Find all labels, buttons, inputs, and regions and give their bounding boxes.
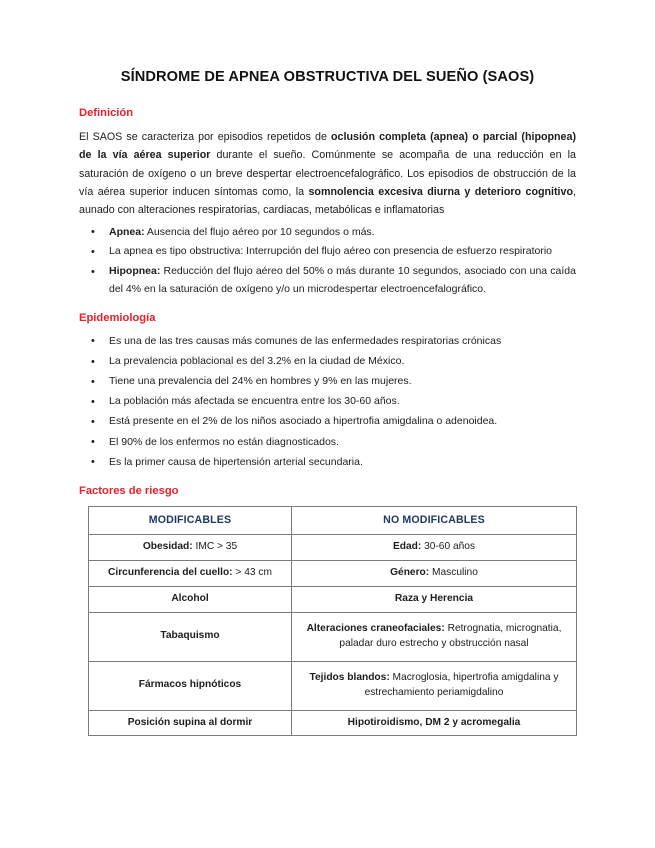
list-item: • Es la primer causa de hipertensión arterial secundaria. [79,454,576,472]
list-item-text: La apnea es tipo obstructiva: Interrupción del flujo aéreo con presencia de esfuerzo respiratorio [109,245,553,258]
table-cell-no-modificable [292,586,577,612]
definicion-par-bold-1: oclusión completa (apnea) o parcial (hipopnea) de la vía aérea superior [79,130,577,162]
risk-factors-table [88,506,577,736]
definicion-par-text-1: El SAOS se caracteriza por episodios repetidos de [79,130,332,143]
definicion-bullet-list [79,224,576,299]
table-cell-no-modificable [292,560,577,586]
section-heading-definicion: Definición [79,107,134,120]
cell-term: Edad: [392,541,422,553]
list-item: • La prevalencia poblacional es del 3.2% en la ciudad de México. [79,353,576,371]
list-item [79,224,576,242]
cell-term: Tejidos blandos: [309,671,390,683]
list-item: • El 90% de los enfermos no están diagnosticados. [79,434,576,452]
table-row [89,661,577,710]
table-cell-no-modificable [292,612,577,661]
page-title: SÍNDROME DE APNEA OBSTRUCTIVA DEL SUEÑO (SAOS) [120,69,535,85]
section-heading-epidemiologia: Epidemiología [79,312,156,325]
list-item [79,243,576,261]
table-row [89,535,577,561]
cell-text: Masculino [429,566,478,578]
cell-term: Obesidad: [142,541,193,553]
list-item: • Tiene una prevalencia del 24% en hombres y 9% en las mujeres. [79,373,576,391]
list-item-term: Hipopnea: [109,265,161,278]
list-item-text: Reducción del flujo aéreo del 50% o más durante 10 segundos, asociado con una caída del 4% en la saturación de oxígeno y/o un microdespertar electroencefalográfico. [109,265,576,295]
cell-text: 30-60 años [421,541,476,553]
section-heading-factores-de-riesgo: Factores de riesgo [79,485,179,498]
cell-term: Hipotiroidismo, DM 2 y acromegalia [347,716,521,728]
table-cell-no-modificable [292,535,577,561]
table-header-row [89,506,577,534]
definicion-par-bold-2: somnolencia excesiva diurna y deterioro cognitivo [308,186,573,199]
definicion-paragraph [79,128,576,220]
definicion-par-text-2: durante el sueño. Comúnmente se acompaña de una reducción en la saturación de oxígeno o un breve despertar electroencefalográfico. Los episodios de obstrucción de la vía aérea superior inducen síntomas como, la [79,149,576,199]
definicion-par-text-3: , aunado con alteraciones respiratorias, cardiacas, metabólicas e inflamatorias [79,186,576,217]
list-item: • Está presente en el 2% de los niños asociado a hipertrofia amigdalina o adenoidea. [79,413,576,431]
cell-term: Posición supina al dormir [127,716,253,728]
cell-term: Fármacos hipnóticos [138,679,242,691]
cell-term: Raza y Herencia [394,592,474,604]
table-row [89,612,577,661]
table-cell-modificable [89,661,292,710]
table-row [89,560,577,586]
epidemiologia-bullet-list [79,333,576,471]
list-item: • La población más afectada se encuentra entre los 30-60 años. [79,393,576,411]
table-cell-modificable [89,560,292,586]
cell-term: Alcohol [171,592,209,604]
table-cell-no-modificable [292,710,577,736]
cell-term: Género: [390,566,430,578]
table-header-modificables: MODIFICABLES [89,506,292,534]
list-item [79,263,576,298]
table-cell-modificable [89,535,292,561]
list-item-term: Apnea: [109,225,145,238]
table-cell-no-modificable [292,661,577,710]
table-cell-modificable [89,612,292,661]
table-header-no-modificables: NO MODIFICABLES [292,506,577,534]
cell-term: Tabaquismo [160,630,220,642]
list-item-text: Ausencia del flujo aéreo por 10 segundos o más. [144,225,375,238]
cell-term: Alteraciones craneofaciales: [306,622,445,634]
table-row [89,710,577,736]
list-item: • Es una de las tres causas más comunes de las enfermedades respiratorias crónicas [79,333,576,351]
cell-text: > 43 cm [232,566,272,578]
cell-text: Macroglosia, hipertrofia amigdalina y estrechamiento periamigdalino [364,671,559,698]
table-row [89,586,577,612]
table-cell-modificable [89,586,292,612]
table-cell-modificable [89,710,292,736]
cell-term: Circunferencia del cuello: [108,566,233,578]
cell-text: Retrognatia, micrognatia, paladar duro estrecho y obstrucción nasal [339,622,562,649]
cell-text: IMC > 35 [192,541,238,553]
